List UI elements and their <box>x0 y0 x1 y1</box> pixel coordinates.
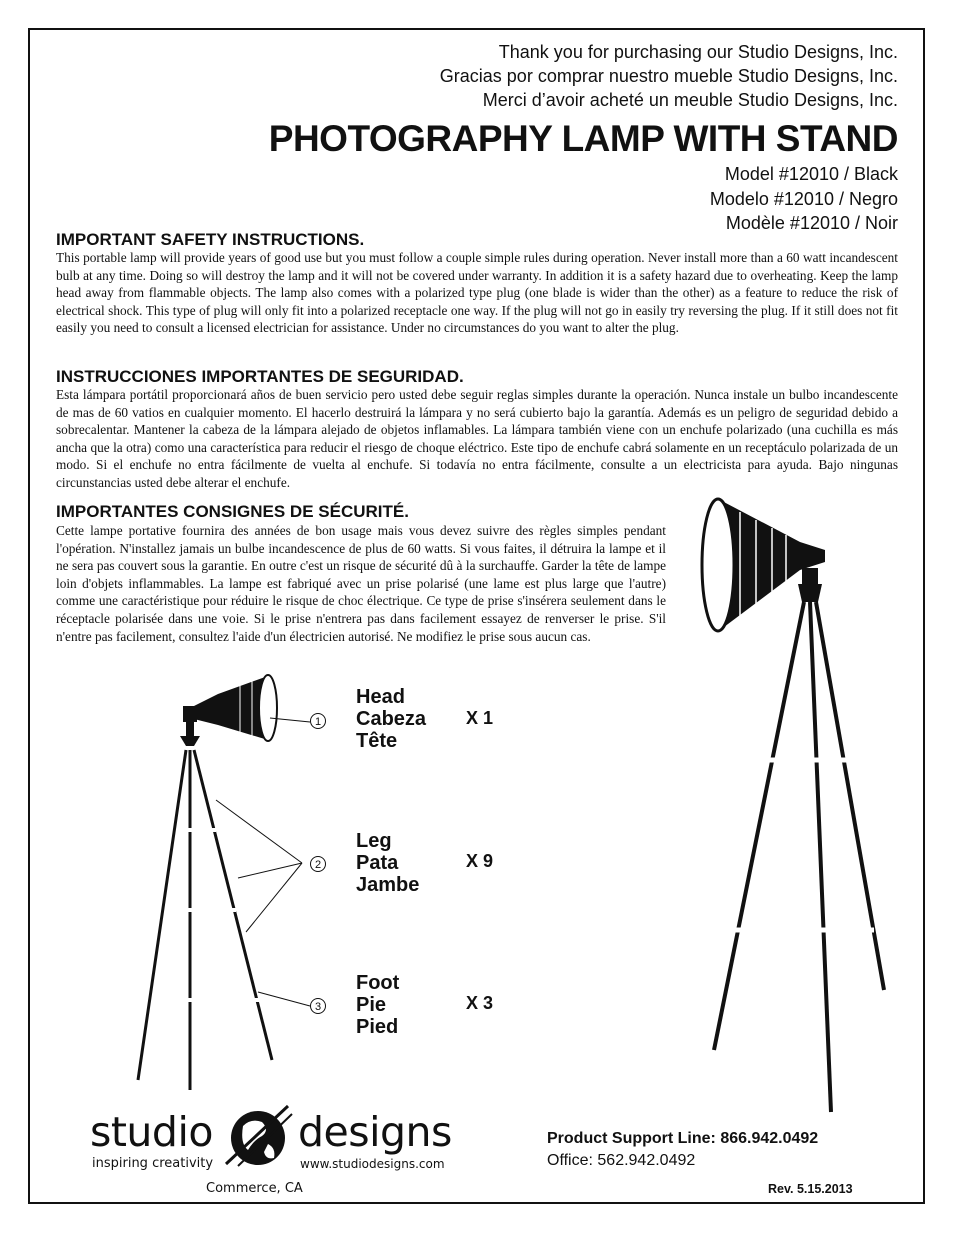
thank-you-block <box>440 40 898 112</box>
part-leg-en: Leg <box>356 830 392 852</box>
part-foot-es: Pie <box>356 994 387 1016</box>
logo-word-designs: designs <box>298 1108 452 1156</box>
safety-text-spanish: Esta lámpara portátil proporcionará años de buen servicio pero usted debe seguir reglas simples durante la operación. Nunca instale un bulbo incandescente de mas de 60 vatios en cualquier momento. El hacerlo destruirá la lámpara y no será cubierto bajo la garantía. Además es un peligro de seguridad debido a sobrecalentar. Mantener la cabeza de la lámpara alejado de objetos inflamables. La lámpara también viene con un enchufe polarizado (una cuchilla es más ancha que la otra) como una característica para reducir el riesgo de choque eléctrico. Este tipo de enchufe cabrá solamente en un receptáculo polarizada de un modo. Si el enchufe no entra fácilmente de vuelta al enchufe. Si todavía no entra fácilmente, consulte a un electricista para ayuda. Bajo ningunas circunstancias usted debe alterar el enchufe. <box>56 387 898 490</box>
part-foot-fr: Pied <box>356 1016 399 1038</box>
part-head-qty: X 1 <box>466 708 494 728</box>
callout-3: 3 <box>310 998 326 1014</box>
callout-2: 2 <box>310 856 326 872</box>
logo-tagline: inspiring creativity <box>92 1156 214 1171</box>
part-leg-fr: Jambe <box>356 874 420 896</box>
support-phone: Product Support Line: 866.942.0492 <box>547 1130 819 1147</box>
safety-heading-english: IMPORTANT SAFETY INSTRUCTIONS. <box>56 230 365 249</box>
model-spanish: Modelo #12010 / Negro <box>709 188 898 209</box>
callout-1: 1 <box>310 713 326 729</box>
part-leg-es: Pata <box>356 852 399 874</box>
model-english: Model #12010 / Black <box>724 164 898 184</box>
safety-heading-french: IMPORTANTES CONSIGNES DE SÉCURITÉ. <box>56 502 409 521</box>
safety-heading-spanish: INSTRUCCIONES IMPORTANTES DE SEGURIDAD. <box>56 367 464 386</box>
logo-location: Commerce, CA <box>206 1181 303 1196</box>
tripod-legs-icon <box>138 750 272 1090</box>
model-french: Modèle #12010 / Noir <box>725 213 898 233</box>
revision-date: Rev. 5.15.2013 <box>768 1182 853 1196</box>
safety-text-french: Cette lampe portative fournira des années de bon usage mais vous devez suivre des règles simples pendant l'opération. N'installez jamais un bulbe incandescence de plus de 60 watts. Si vous faites, il détruira la lampe et il ne sera pas couvert sous la garantie. En outre c'est un risque de sécurité dû à la surchauffe. Garder la tête de lampe loin d'objets inflammables. La lampe est fabriqué avec un prise polarisé (une lame est plus large que l'autre) comme une caractéristique pour réduire le risque de choc électrique. Ce type de prise s'insérera seulement dans le réceptacle polarisée dans une voie. Si le prise n'entrera pas dans facilement essayez de renverser le prise. S'il n'entre pas facilement, consultez l'aide d'un électricien autorisé. Ne modifiez le prise sous aucun cas. <box>56 523 666 644</box>
office-phone: Office: 562.942.0492 <box>547 1152 696 1169</box>
logo-word-studio: studio <box>90 1108 213 1156</box>
part-head-en: Head <box>356 686 405 708</box>
assembled-lamp-illustration <box>690 490 890 1120</box>
lamp-head-icon <box>180 675 277 746</box>
globe-palette-logo-icon <box>218 1100 296 1170</box>
part-foot-en: Foot <box>356 972 400 994</box>
part-head-label <box>356 686 426 752</box>
part-leg-label <box>356 830 419 896</box>
logo-website: www.studiodesigns.com <box>300 1157 445 1171</box>
part-foot-qty: X 3 <box>466 993 494 1013</box>
page-title: PHOTOGRAPHY LAMP WITH STAND <box>268 118 898 159</box>
part-head-es: Cabeza <box>356 708 427 730</box>
support-block <box>547 1128 818 1172</box>
thanks-english: Thank you for purchasing our Studio Designs, Inc. <box>498 42 898 62</box>
part-leg-qty: X 9 <box>466 851 494 871</box>
lamp-parts-diagram <box>120 670 340 1100</box>
part-foot-label <box>356 972 399 1038</box>
thanks-french: Merci d’avoir acheté un meuble Studio Designs, Inc. <box>482 90 898 110</box>
model-block <box>710 162 898 236</box>
safety-text-english: This portable lamp will provide years of good use but you must follow a couple simple rules during operation. Never install more than a 60 watt incandescent bulb at any time. Doing so will destroy the lamp and it will not be covered under warranty. In addition it is a safety hazard due to overheating. Keep the lamp head away from flammable objects. The lamp also comes with a polarized type plug (one blade is wider than the other) as a feature to reduce the risk of electrical shock. This type of plug will only fit into a polarized receptacle one way. If the plug will not go in easily try reversing the plug. If it still does not fit easily you need to consult a licensed electrician for assistance. Under no circumstances do you want to alter the plug. <box>56 250 898 336</box>
part-head-fr: Tête <box>356 730 398 752</box>
thanks-spanish: Gracias por comprar nuestro mueble Studio Designs, Inc. <box>439 66 898 86</box>
